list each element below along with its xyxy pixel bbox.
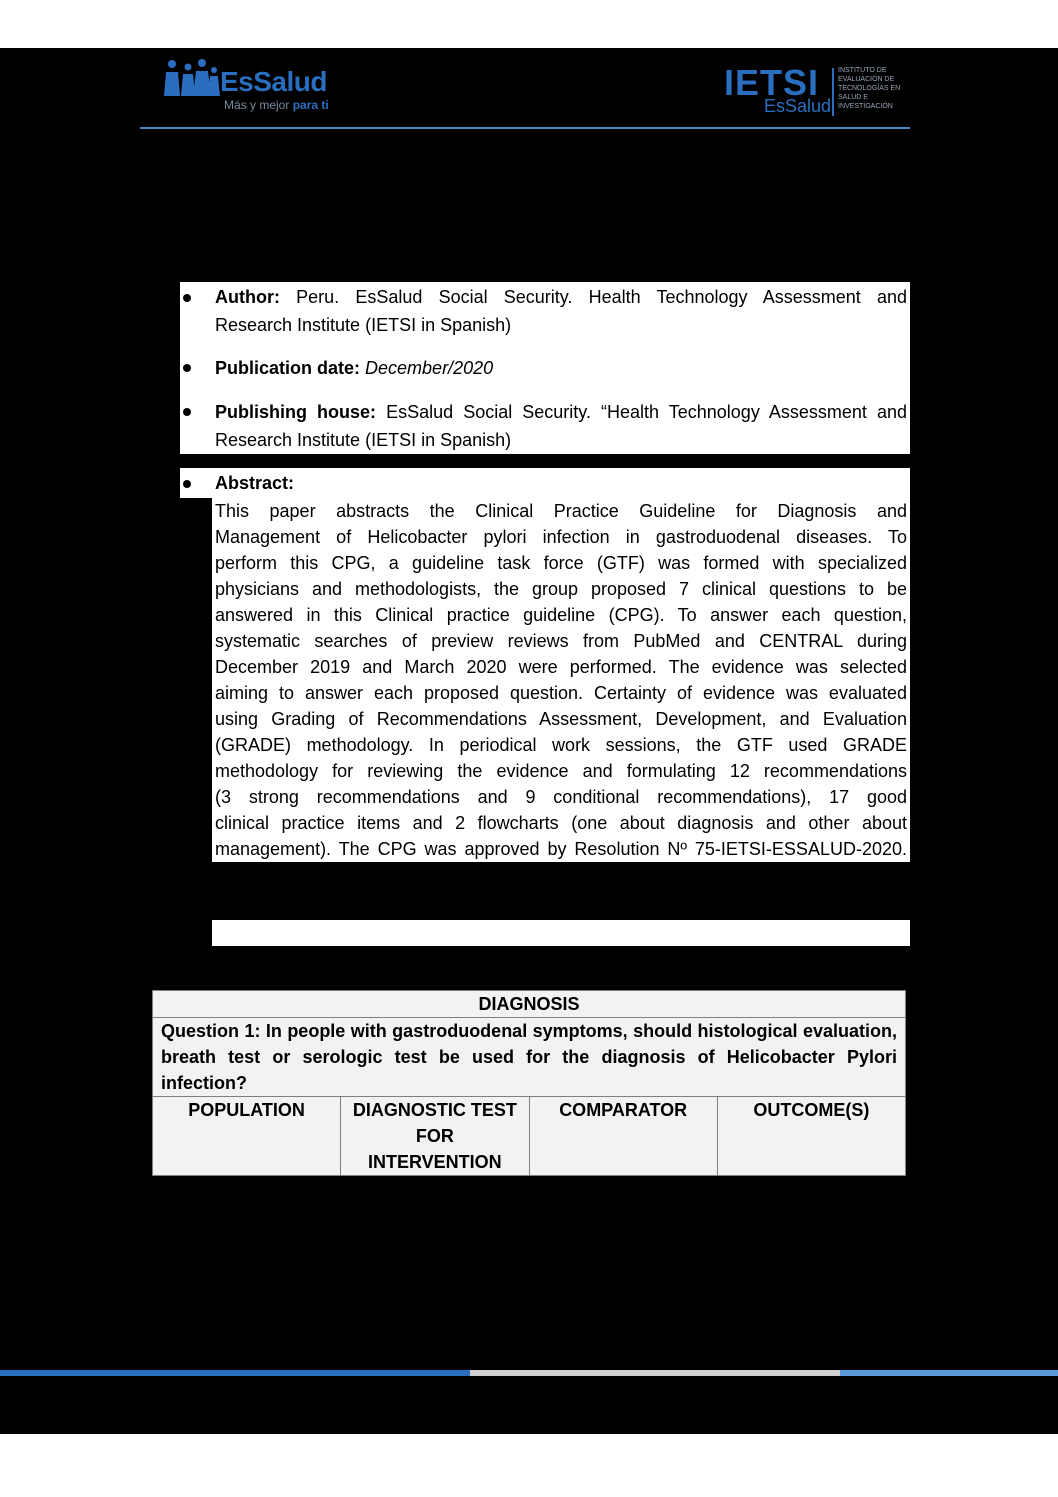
abstract-line: physicians and methodologists, the group proposed 7 clinical questions to be — [215, 579, 907, 599]
bullet-icon — [183, 480, 191, 488]
abstract-line: clinical practice items and 2 flowcharts (one about diagnosis and other about — [215, 813, 907, 833]
abstract-line: answered in this Clinical practice guideline (CPG). To answer each question, — [215, 605, 907, 625]
clinical-question: Question 1: In people with gastroduodenal symptoms, should histological evaluation, breath test or serologic test be used for the diagnosis of Helicobacter Pylori infection? — [153, 1018, 906, 1097]
brand-name: EsSalud — [220, 66, 327, 97]
bullet-icon — [183, 364, 191, 372]
essalud-logo — [160, 56, 340, 116]
logo-divider — [832, 68, 834, 116]
table-title: DIAGNOSIS — [153, 991, 906, 1018]
family-figures-icon — [162, 58, 220, 98]
abstract-text — [215, 498, 907, 862]
abstract-line: using Grading of Recommendations Assessment, Development, and Evaluation — [215, 709, 907, 729]
publisher-line-1: Publishing house: EsSalud Social Security. “Health Technology Assessment and — [215, 402, 907, 422]
bullet-icon — [183, 294, 191, 302]
abstract-line: management). The CPG was approved by Resolution Nº 75-IETSI-ESSALUD-2020. — [215, 839, 907, 859]
diagnosis-table — [152, 990, 906, 1176]
brand-tagline: Más y mejor para ti — [224, 98, 329, 112]
abstract-line: (3 strong recommendations and 9 conditional recommendations), 17 good — [215, 787, 907, 807]
author-line-1: Author: Peru. EsSalud Social Security. Health Technology Assessment and — [215, 287, 907, 307]
abstract-line: Management of Helicobacter pylori infection in gastroduodenal diseases. To — [215, 527, 907, 547]
abstract-line: systematic searches of preview reviews from PubMed and CENTRAL during — [215, 631, 907, 651]
abstract-line: methodology for reviewing the evidence and formulating 12 recommendations — [215, 761, 907, 781]
abstract-line: December 2019 and March 2020 were performed. The evidence was selected — [215, 657, 907, 677]
column-header: DIAGNOSTIC TEST FOR INTERVENTION — [341, 1097, 529, 1176]
footer-bar — [0, 1370, 470, 1376]
footer-bar — [840, 1370, 1058, 1376]
blank-strip — [212, 920, 910, 946]
publication-date: Publication date: December/2020 — [215, 358, 494, 378]
ietsi-logo — [724, 64, 914, 120]
institute-name: INSTITUTO DE EVALUACIÓN DE TECNOLOGÍAS EN SALUD E INVESTIGACIÓN — [838, 67, 901, 110]
footer-bar — [470, 1370, 840, 1376]
bullet-icon — [183, 408, 191, 416]
column-header: OUTCOME(S) — [717, 1097, 905, 1176]
ietsi-acronym: IETSI — [724, 62, 820, 103]
abstract-label: Abstract: — [215, 473, 295, 493]
column-header: COMPARATOR — [529, 1097, 717, 1176]
abstract-line: This paper abstracts the Clinical Practice Guideline for Diagnosis and — [215, 501, 907, 521]
publisher-line-2: Research Institute (IETSI in Spanish) — [215, 430, 512, 450]
header-rule — [140, 127, 910, 129]
author-line-2: Research Institute (IETSI in Spanish) — [215, 315, 512, 335]
column-header: POPULATION — [153, 1097, 341, 1176]
ietsi-sub: EsSalud — [764, 96, 832, 116]
abstract-line: aiming to answer each proposed question. Certainty of evidence was evaluated — [215, 683, 907, 703]
abstract-line: (GRADE) methodology. In periodical work sessions, the GTF used GRADE — [215, 735, 907, 755]
abstract-line: perform this CPG, a guideline task force (GTF) was formed with specialized — [215, 553, 907, 573]
